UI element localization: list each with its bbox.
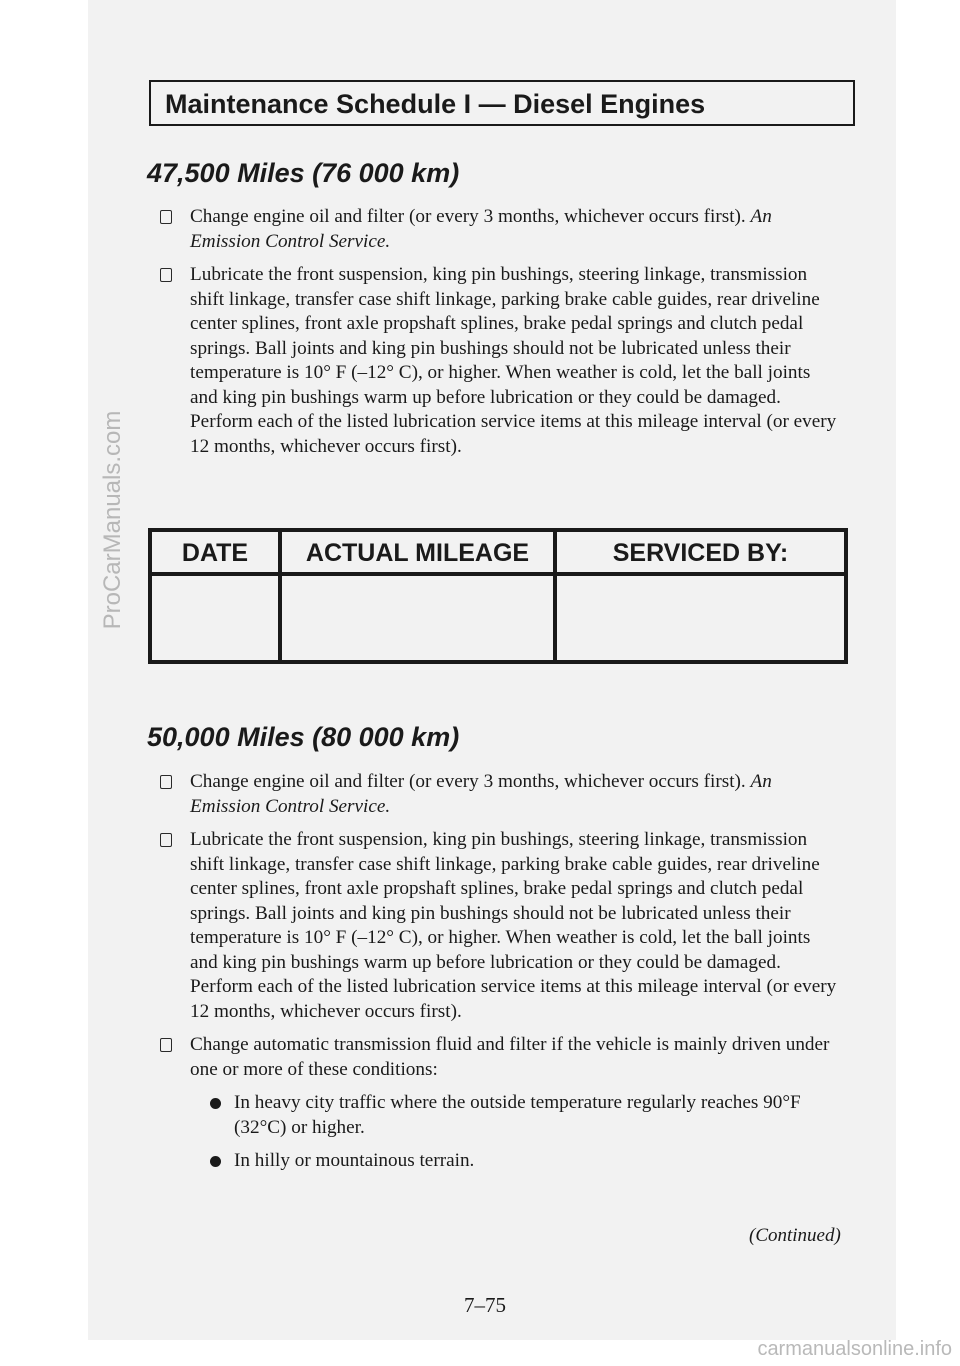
side-watermark: ProCarManuals.com [99,410,126,630]
condition-item [190,1149,840,1174]
item-emphasis: An Emission Control Service. [190,771,772,817]
bullet-icon [210,1156,221,1167]
date-cell[interactable] [152,576,278,660]
condition-text: In heavy city traffic where the outside temperature regularly reaches 90°F (32°C) or higher. [234,1092,801,1138]
condition-list [190,1091,840,1174]
date-header: DATE [152,532,278,576]
serviced-by-header: SERVICED BY: [557,532,844,576]
checklist-50000 [160,770,840,1183]
bullet-icon [210,1098,221,1109]
condition-text: In hilly or mountainous terrain. [234,1150,475,1171]
page-number: 7–75 [464,1293,506,1317]
section-title-47500: 47,500 Miles (76 000 km) [147,158,460,188]
checklist-47500 [160,205,840,468]
serviced-by-cell[interactable] [557,576,844,660]
checklist-item [160,1033,840,1174]
item-text: Change automatic transmission fluid and filter if the vehicle is mainly driven under one or more of these conditions: [190,1034,830,1080]
section-title-50000: 50,000 Miles (80 000 km) [147,722,460,752]
checklist-item [160,263,840,459]
page-header: Maintenance Schedule I — Diesel Engines [149,80,855,126]
checkbox-icon[interactable] [160,210,172,224]
checkbox-icon[interactable] [160,1038,172,1052]
item-text: Lubricate the front suspension, king pin bushings, steering linkage, transmission shift linkage, transfer case shift linkage, parking brake cable guides, rear driveline center splines, front axle propshaft splines, brake pedal springs and clutch pedal springs. Ball joints and king pin bushings should not be lubricated unless their temperature is 10° F (–12° C), or higher. When weather is cold, let the ball joints and king pin bushings warm up before lubrication or they could be damaged. Perform each of the listed lubrication service items at this mileage interval (or every 12 months, whichever occurs first). [190,829,837,1022]
checklist-item [160,770,840,819]
checkbox-icon[interactable] [160,775,172,789]
condition-item [190,1091,840,1140]
checkbox-icon[interactable] [160,833,172,847]
checkbox-icon[interactable] [160,268,172,282]
checklist-item [160,828,840,1024]
actual-mileage-cell[interactable] [282,576,553,660]
service-record-table [148,528,848,664]
item-text: Lubricate the front suspension, king pin bushings, steering linkage, transmission shift linkage, transfer case shift linkage, parking brake cable guides, rear driveline center splines, front axle propshaft splines, brake pedal springs and clutch pedal springs. Ball joints and king pin bushings should not be lubricated unless their temperature is 10° F (–12° C), or higher. When weather is cold, let the ball joints and king pin bushings warm up before lubrication or they could be damaged. Perform each of the listed lubrication service items at this mileage interval (or every 12 months, whichever occurs first). [190,264,837,457]
item-text: Change engine oil and filter (or every 3 months, whichever occurs first). [190,771,751,792]
mileage-column [278,532,553,660]
item-emphasis: An Emission Control Service. [190,206,772,252]
actual-mileage-header: ACTUAL MILEAGE [282,532,553,576]
item-text: Change engine oil and filter (or every 3 months, whichever occurs first). [190,206,751,227]
continued-note: (Continued) [749,1225,841,1246]
checklist-item [160,205,840,254]
bottom-watermark: carmanualsonline.info [757,1338,952,1360]
date-column [152,532,278,660]
serviced-by-column [553,532,844,660]
